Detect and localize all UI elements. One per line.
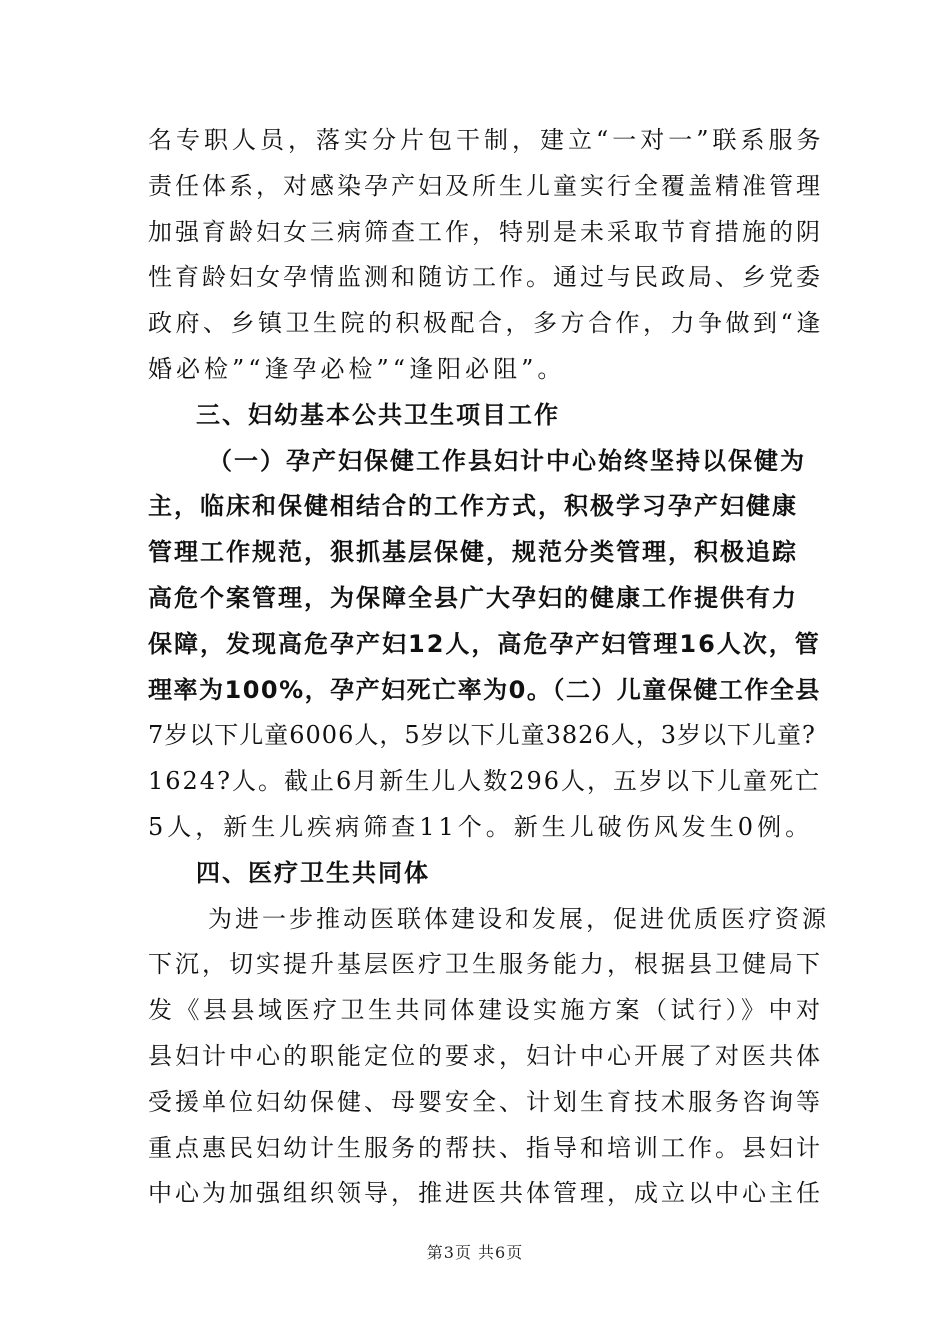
document-line: 5人，新生儿疾病筛查11个。新生儿破伤风发生0例。 bbox=[148, 812, 814, 841]
document-line: 婚必检”“逢孕必检”“逢阳必阻”。 bbox=[148, 354, 566, 383]
document-line: 为进一步推动医联体建设和发展，促进优质医疗资源 bbox=[208, 904, 829, 933]
document-line-bold: （一）孕产妇保健工作县妇计中心始终坚持以保健为 bbox=[208, 446, 806, 475]
document-line-bold: 三、妇幼基本公共卫生项目工作 bbox=[196, 400, 560, 429]
document-line: 政府、乡镇卫生院的积极配合，多方合作，力争做到“逢 bbox=[148, 309, 824, 338]
document-line: 中心为加强组织领导，推进医共体管理，成立以中心主任 bbox=[148, 1179, 823, 1208]
document-line: 1624?人。截止6月新生儿人数296人，五岁以下儿童死亡 bbox=[148, 767, 822, 796]
document-line-bold: 高危个案管理，为保障全县广大孕妇的健康工作提供有力 bbox=[148, 583, 798, 612]
document-line: 受援单位妇幼保健、母婴安全、计划生育技术服务咨询等 bbox=[148, 1087, 823, 1116]
document-line: 下沉，切实提升基层医疗卫生服务能力，根据县卫健局下 bbox=[148, 950, 823, 979]
document-line-bold: 四、医疗卫生共同体 bbox=[196, 858, 430, 887]
document-line: 加强育龄妇女三病筛查工作，特别是未采取节育措施的阴 bbox=[148, 217, 823, 246]
document-line: 重点惠民妇幼计生服务的帮扶、指导和培训工作。县妇计 bbox=[148, 1133, 823, 1162]
document-line: 性育龄妇女孕情监测和随访工作。通过与民政局、乡党委 bbox=[148, 263, 823, 292]
document-line-bold: 主，临床和保健相结合的工作方式，积极学习孕产妇健康 bbox=[148, 492, 798, 521]
document-line: 7岁以下儿童6006人，5岁以下儿童3826人，3岁以下儿童? bbox=[148, 721, 816, 750]
document-line-bold: 保障，发现高危孕产妇12人，高危孕产妇管理16人次，管 bbox=[148, 629, 821, 658]
document-line: 名专职人员，落实分片包干制，建立“一对一”联系服务 bbox=[148, 126, 825, 154]
document-line: 县妇计中心的职能定位的要求，妇计中心开展了对医共体 bbox=[148, 1041, 823, 1070]
document-line: 发《县县域医疗卫生共同体建设实施方案（试行）》中对 bbox=[148, 996, 824, 1025]
document-line: 责任体系，对感染孕产妇及所生儿童实行全覆盖精准管理 bbox=[148, 171, 823, 200]
document-line-bold: 管理工作规范，狠抓基层保健，规范分类管理，积极追踪 bbox=[148, 538, 798, 567]
document-body bbox=[148, 118, 828, 1217]
page-footer: 第3页 共6页 bbox=[426, 1243, 524, 1262]
document-line-bold: 理率为100%，孕产妇死亡率为0。（二）儿童保健工作全县 bbox=[148, 675, 821, 704]
